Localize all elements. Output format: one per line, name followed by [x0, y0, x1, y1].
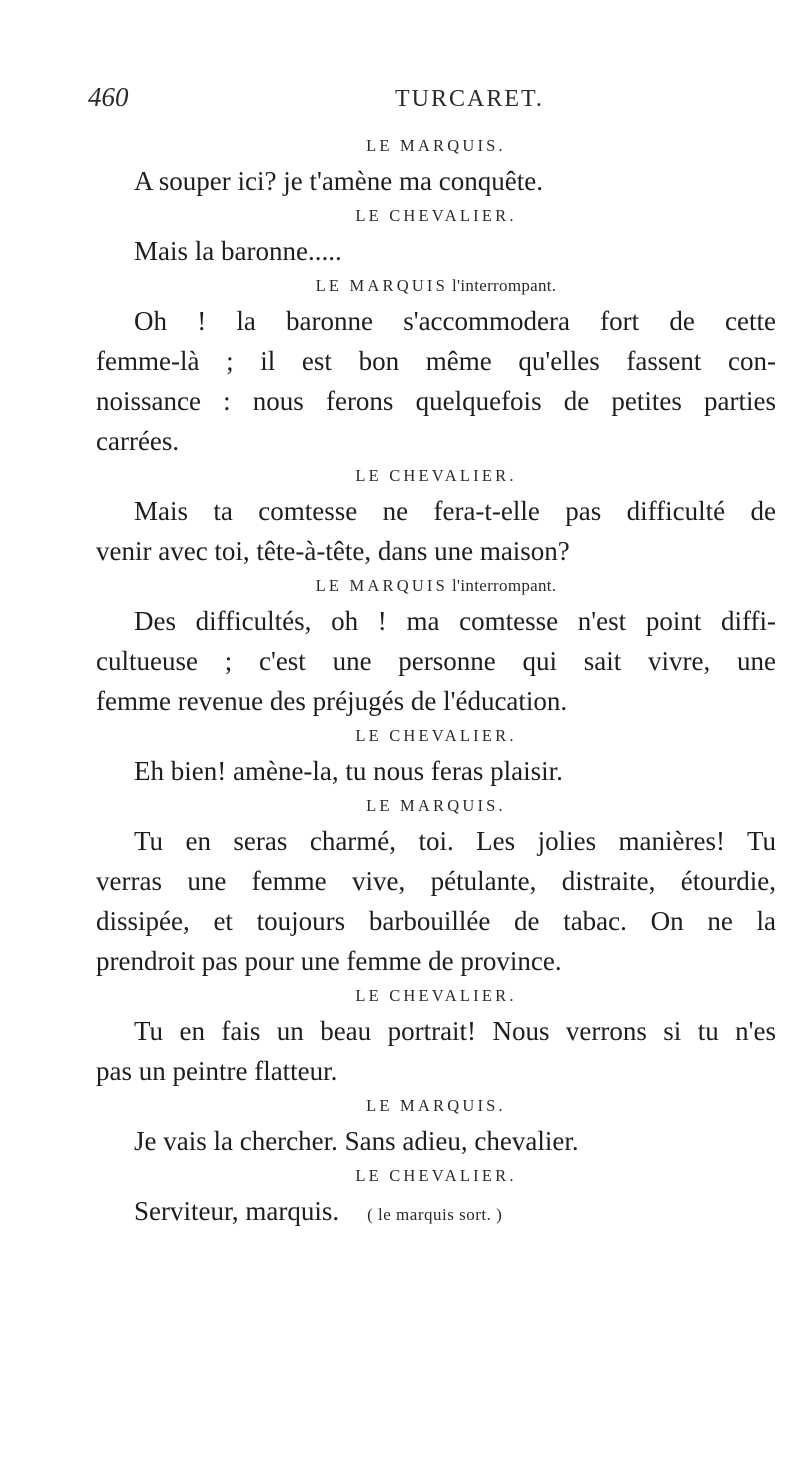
dialogue-line: prendroit pas pour une femme de province. — [96, 946, 562, 976]
page-number: 460 — [88, 82, 129, 112]
dialogue-line: Mais la baronne..... — [134, 236, 342, 266]
speaker-heading: LE MARQUIS. — [366, 1096, 506, 1115]
dialogue-line: dissipée, et toujours barbouillée de tabac. On ne la — [96, 906, 776, 936]
dialogue-line: Je vais la chercher. Sans adieu, chevalier. — [134, 1126, 579, 1156]
dialogue-line: femme revenue des préjugés de l'éducation. — [96, 686, 568, 716]
speaker-heading — [96, 271, 776, 301]
dialogue-line: carrées. — [96, 426, 180, 456]
dialogue-line: Eh bien! amène-la, tu nous feras plaisir. — [134, 756, 563, 786]
speaker-heading: LE CHEVALIER. — [355, 466, 517, 485]
dialogue-line: femme-là ; il est bon même qu'elles fassent con- — [96, 346, 776, 376]
dialogue-line: verras une femme vive, pétulante, distraite, étourdie, — [96, 866, 776, 896]
stage-direction: l'interrompant. — [452, 576, 557, 595]
dialogue-line: Mais ta comtesse ne fera-t-elle pas difficulté de — [134, 496, 776, 526]
speaker-heading: LE CHEVALIER. — [355, 206, 517, 225]
speaker-heading: LE CHEVALIER. — [355, 1166, 517, 1185]
dialogue-line: Des difficultés, oh ! ma comtesse n'est point diffi- — [134, 606, 776, 636]
stage-direction: l'interrompant. — [452, 276, 557, 295]
running-title: TURCARET. — [395, 86, 544, 112]
dialogue-line: Tu en fais un beau portrait! Nous verrons si tu n'es — [134, 1016, 776, 1046]
stage-direction: ( le marquis sort. ) — [367, 1205, 503, 1224]
dialogue-line: pas un peintre flatteur. — [96, 1056, 338, 1086]
speaker-name: LE MARQUIS — [315, 576, 449, 595]
speaker-heading: LE MARQUIS. — [366, 796, 506, 815]
dialogue-line: venir avec toi, tête-à-tête, dans une maison? — [96, 536, 570, 566]
dialogue-line: A souper ici? je t'amène ma conquête. — [134, 166, 543, 196]
speaker-heading: LE MARQUIS. — [366, 136, 506, 155]
final-line-row — [96, 1191, 776, 1231]
dialogue-line: noissance : nous ferons quelquefois de petites parties — [96, 386, 776, 416]
dialogue-line: Oh ! la baronne s'accommodera fort de cette — [134, 306, 776, 336]
page-header — [0, 82, 800, 122]
dialogue-line: cultueuse ; c'est une personne qui sait vivre, une — [96, 646, 776, 676]
speaker-heading: LE CHEVALIER. — [355, 726, 517, 745]
speaker-heading: LE CHEVALIER. — [355, 986, 517, 1005]
speaker-heading — [96, 571, 776, 601]
speaker-name: LE MARQUIS — [315, 276, 449, 295]
dialogue-line: Tu en seras charmé, toi. Les jolies manières! Tu — [134, 826, 776, 856]
dialogue-line: Serviteur, marquis. — [134, 1196, 340, 1226]
play-text — [96, 131, 776, 1231]
